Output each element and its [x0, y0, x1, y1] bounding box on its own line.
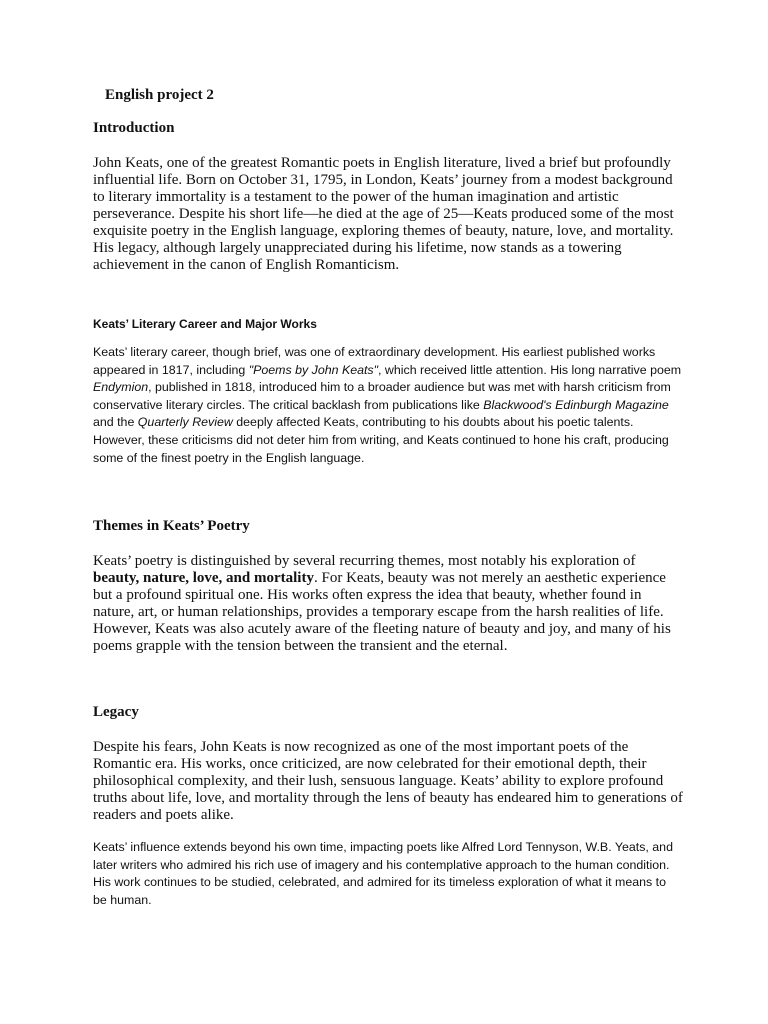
- career-text-e: deeply affected Keats, contributing to his doubts about his poetic talents. However, these criticisms did not deter him from writing, and Keats continued to hone his craft, producing some of the finest poetry in the English language.: [93, 415, 669, 465]
- career-heading: Keats’ Literary Career and Major Works: [93, 317, 317, 331]
- career-text-b: , which received little attention. His long narrative poem: [378, 362, 682, 377]
- themes-text-a: Keats’ poetry is distinguished by several recurring themes, most notably his exploration of: [93, 553, 636, 569]
- legacy-paragraph-1: Despite his fears, John Keats is now recognized as one of the most important poets of the Romantic era. His works, once criticized, are now celebrated for their emotional depth, their philosophical complexity, and their lush, sensuous language. Keats’ ability to explore profound truths about life, love, and mortality through the lens of beauty has endeared him to generations of readers and poets alike.: [93, 739, 683, 823]
- legacy-paragraph-2: Keats’ influence extends beyond his own time, impacting poets like Alfred Lord Tennyson, W.B. Yeats, and later writers who admired his rich use of imagery and his contemplative approach to the human condition. His work continues to be studied, celebrated, and admired for its timeless exploration of what it means to be human.: [93, 840, 673, 907]
- career-text-c: , published in 1818, introduced him to a broader audience but was met with harsh criticism from conservative literary circles. The critical backlash from publications like: [93, 380, 671, 412]
- themes-bold-phrase: beauty, nature, love, and mortality: [93, 570, 314, 586]
- career-quarterly-title: Quarterly Review: [137, 415, 233, 430]
- introduction-heading: Introduction: [93, 120, 175, 136]
- career-blackwood-title: Blackwood's Edinburgh Magazine: [483, 397, 669, 412]
- career-endymion-title: Endymion: [93, 380, 149, 395]
- career-poems-title: "Poems by John Keats": [248, 362, 379, 377]
- themes-heading: Themes in Keats’ Poetry: [93, 518, 250, 534]
- themes-paragraph: [93, 553, 683, 655]
- themes-text-b: . For Keats, beauty was not merely an aesthetic experience but a profound spiritual one. His works often express the idea that beauty, whether found in nature, art, or human relationships, provides a temporary escape from the harsh realities of life. However, Keats was also acutely aware of the fleeting nature of beauty and joy, and many of his poems grapple with the tension between the transient and the eternal.: [93, 570, 671, 654]
- document-title: English project 2: [105, 87, 214, 103]
- introduction-paragraph: John Keats, one of the greatest Romantic poets in English literature, lived a brief but profoundly influential life. Born on October 31, 1795, in London, Keats’ journey from a modest background to literary immortality is a testament to the power of the human imagination and artistic perseverance. Despite his short life—he died at the age of 25—Keats produced some of the most exquisite poetry in the English language, exploring themes of beauty, nature, love, and mortality. His legacy, although largely unappreciated during his lifetime, now stands as a towering achievement in the canon of English Romanticism.: [93, 155, 674, 273]
- career-text-d: and the: [93, 415, 138, 430]
- career-text-a: Keats’ literary career, though brief, was one of extraordinary development. His earliest published works appeared in 1817, including: [93, 345, 656, 377]
- career-paragraph: [93, 344, 683, 467]
- legacy-heading: Legacy: [93, 704, 139, 720]
